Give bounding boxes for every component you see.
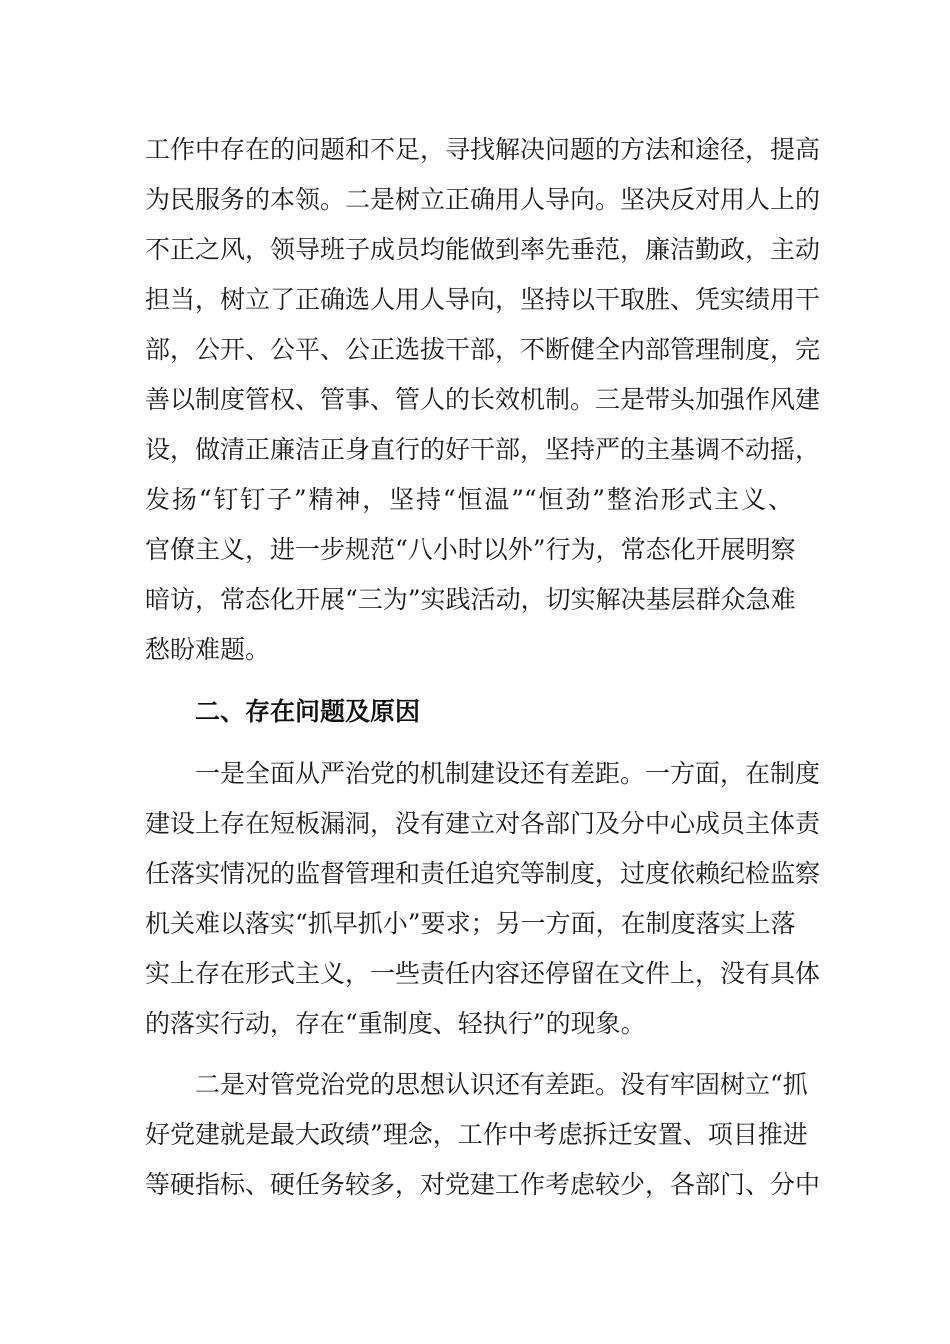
paragraph-3-line-2: 好党建就是最大政绩”理念，工作中考虑拆迁安置、项目推进 bbox=[145, 1120, 808, 1149]
paragraph-1-line-9: 官僚主义，进一步规范“八小时以外”行为，常态化开展明察 bbox=[145, 535, 796, 564]
paragraph-2-line-5: 实上存在形式主义，一些责任内容还停留在文件上，没有具体 bbox=[145, 959, 821, 988]
paragraph-2-line-1: 一是全面从严治党的机制建设还有差距。一方面，在制度 bbox=[195, 759, 821, 788]
paragraph-2-line-4: 机关难以落实“抓早抓小”要求；另一方面，在制度落实上落 bbox=[145, 909, 796, 938]
paragraph-3-line-3: 等硬指标、硬任务较多，对党建工作考虑较少，各部门、分中 bbox=[145, 1170, 821, 1199]
paragraph-3-line-1: 二是对管党治党的思想认识还有差距。没有牢固树立“抓 bbox=[195, 1070, 808, 1099]
paragraph-1-line-7: 设，做清正廉洁正身直行的好干部，坚持严的主基调不动摇， bbox=[145, 435, 821, 464]
paragraph-1-line-3: 不正之风，领导班子成员均能做到率先垂范，廉洁勤政，主动 bbox=[145, 235, 821, 264]
paragraph-1-line-1: 工作中存在的问题和不足，寻找解决问题的方法和途径，提高 bbox=[145, 135, 821, 164]
paragraph-1-line-2: 为民服务的本领。二是树立正确用人导向。坚决反对用人上的 bbox=[145, 185, 821, 214]
paragraph-1-line-10: 暗访，常态化开展“三为”实践活动，切实解决基层群众急难 bbox=[145, 585, 796, 614]
paragraph-1-line-6: 善以制度管权、管事、管人的长效机制。三是带头加强作风建 bbox=[145, 385, 821, 414]
paragraph-2-line-6: 的落实行动，存在“重制度、轻执行”的现象。 bbox=[145, 1009, 646, 1038]
paragraph-1-line-4: 担当，树立了正确选人用人导向，坚持以干取胜、凭实绩用干 bbox=[145, 285, 821, 314]
paragraph-1-line-5: 部，公开、公平、公正选拔干部，不断健全内部管理制度，完 bbox=[145, 335, 821, 364]
paragraph-1-line-8: 发扬“钉钉子”精神，坚持“恒温”“恒劲”整治形式主义、 bbox=[145, 485, 793, 514]
paragraph-1-line-11: 愁盼难题。 bbox=[145, 635, 271, 664]
paragraph-2-line-2: 建设上存在短板漏洞，没有建立对各部门及分中心成员主体责 bbox=[145, 809, 821, 838]
section-heading: 二、存在问题及原因 bbox=[195, 697, 421, 726]
paragraph-2-line-3: 任落实情况的监督管理和责任追究等制度，过度依赖纪检监察 bbox=[145, 859, 821, 888]
